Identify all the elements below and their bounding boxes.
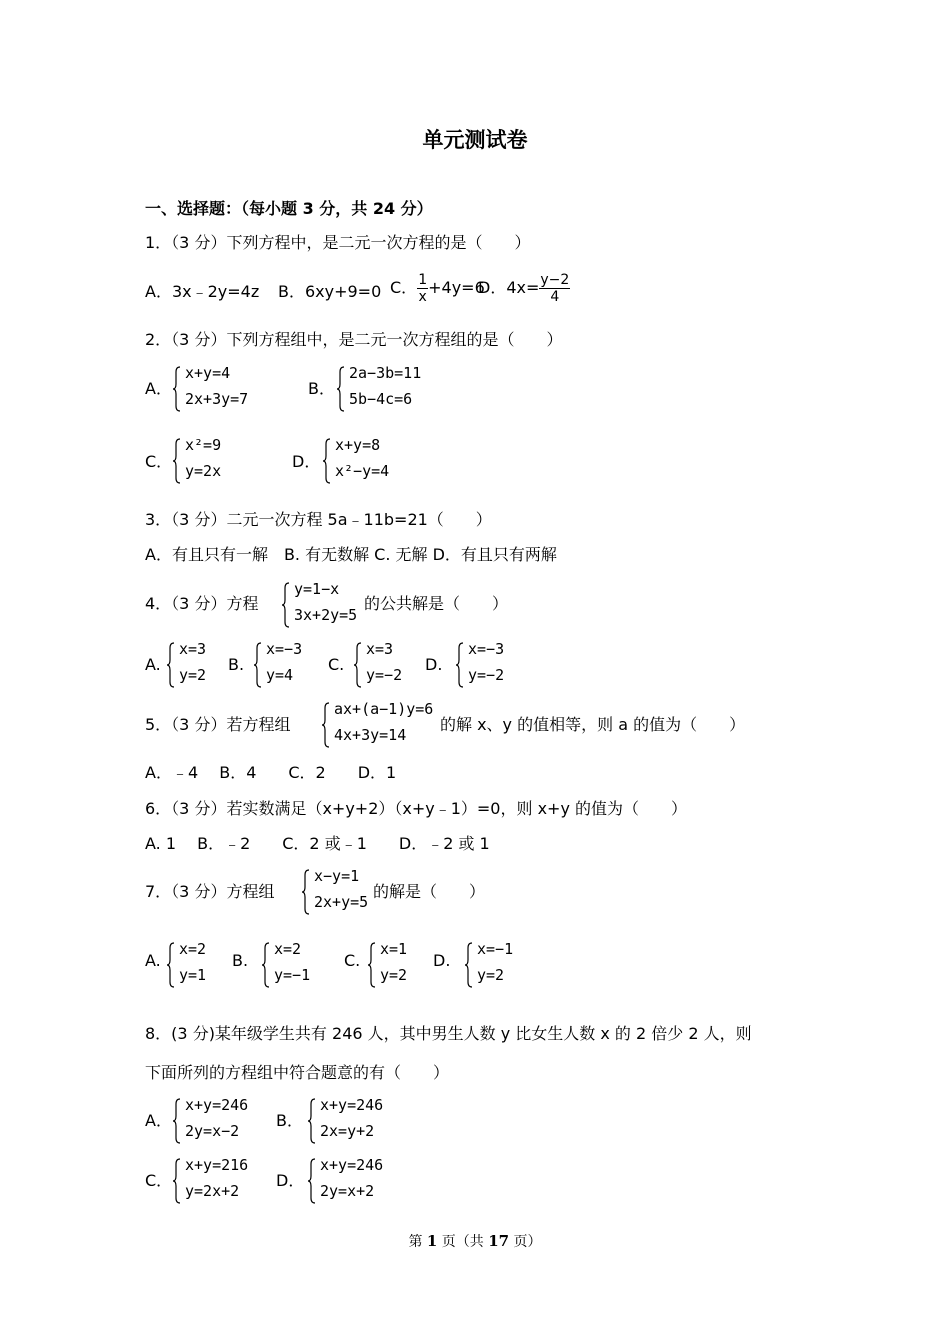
fraction-numerator: y−2: [540, 272, 570, 288]
equation-line: x+y=246: [320, 1096, 384, 1114]
question-7-option-d-label: D.: [433, 951, 451, 970]
equation-line: x=−1: [477, 940, 514, 958]
equation-line: x²−y=4: [335, 462, 390, 480]
equation-line: x=3: [179, 640, 207, 658]
page-title: 单元测试卷: [422, 128, 528, 152]
brace-icon: [173, 438, 181, 484]
equation-line: ax+(a−1)y=6: [334, 700, 434, 718]
equation-line: y=4: [266, 666, 294, 684]
fraction: [417, 272, 428, 305]
question-7-option-c-label: C.: [344, 951, 361, 970]
question-4-stem-post: 的公共解是（ ）: [364, 594, 509, 613]
question-8-option-d-label: D．: [276, 1171, 305, 1190]
question-3-options: A．有且只有一解 B. 有无数解 C. 无解 D．有且只有两解: [145, 545, 557, 564]
question-2-option-a-label: A．: [145, 379, 172, 398]
question-1-stem: 1．（3 分）下列方程中，是二元一次方程的是（ ）: [145, 233, 531, 252]
equation-line: 5b−4c=6: [349, 390, 413, 408]
equation-line: y=1−x: [294, 580, 340, 598]
equation-line: x+y=216: [185, 1156, 249, 1174]
brace-icon: [337, 366, 345, 412]
equation-line: x=−3: [266, 640, 303, 658]
equation-line: x+y=8: [335, 436, 381, 454]
question-2-option-c-label: C．: [145, 452, 173, 471]
equation-line: y=2: [477, 966, 505, 984]
brace-icon: [173, 1098, 181, 1144]
fraction: [539, 272, 570, 305]
equation-line: 2x+3y=7: [185, 390, 249, 408]
question-4-option-c-label: C.: [328, 655, 345, 674]
equation-line: 2y=x−2: [185, 1122, 240, 1140]
equation-line: x=2: [274, 940, 302, 958]
equation-line: x+y=246: [185, 1096, 249, 1114]
option-d-label: D．4x=: [478, 278, 540, 297]
equation-line: 3x+2y=5: [294, 606, 358, 624]
question-6-options: A. 1 B．﹣2 C．2 或﹣1 D．﹣2 或 1: [145, 834, 490, 853]
question-5-options: A．﹣4 B．4 C．2 D．1: [145, 763, 397, 782]
option-c-rest: +4y=6: [428, 278, 485, 297]
fraction-numerator: 1: [418, 272, 428, 288]
equation-line: y=−2: [468, 666, 505, 684]
question-4-option-a-label: A.: [145, 655, 161, 674]
equation-line: x+y=246: [320, 1156, 384, 1174]
equation-line: y=1: [179, 966, 207, 984]
footer-text: 第: [408, 1234, 427, 1250]
section-heading: 一、选择题：（每小题 3 分，共 24 分）: [145, 199, 433, 218]
equation-line: 2a−3b=11: [349, 364, 422, 382]
equation-line: x=−3: [468, 640, 505, 658]
equation-line: y=2x+2: [185, 1182, 240, 1200]
brace-icon: [456, 642, 464, 688]
equation-line: y=2x: [185, 462, 222, 480]
equation-line: y=−1: [274, 966, 311, 984]
question-5-stem-post: 的解 x、y 的值相等，则 a 的值为（ ）: [440, 715, 746, 734]
footer-text: 页）: [509, 1234, 542, 1250]
question-8-option-a-label: A．: [145, 1111, 172, 1130]
question-7-stem-pre: 7．（3 分）方程组: [145, 882, 275, 901]
question-3-stem: 3．（3 分）二元一次方程 5a﹣11b=21（ ）: [145, 510, 492, 529]
question-2-stem: 2．（3 分）下列方程组中，是二元一次方程组的是（ ）: [145, 330, 563, 349]
fraction-denominator: 4: [550, 289, 560, 305]
brace-icon: [354, 642, 362, 688]
brace-icon: [322, 702, 330, 748]
page-footer: [0, 1231, 950, 1251]
question-2-option-b-label: B．: [308, 379, 335, 398]
brace-icon: [254, 642, 262, 688]
equation-line: x=2: [179, 940, 207, 958]
question-8-option-c-label: C．: [145, 1171, 173, 1190]
brace-icon: [173, 1158, 181, 1204]
equation-line: x−y=1: [314, 867, 360, 885]
question-1-option-c: [390, 272, 485, 305]
fraction-denominator: x: [418, 289, 427, 305]
question-6-stem: 6．（3 分）若实数满足（x+y+2）（x+y﹣1）=0，则 x+y 的值为（ ）: [145, 799, 688, 818]
equation-line: y=2: [179, 666, 207, 684]
brace-icon: [323, 438, 331, 484]
equation-line: 4x+3y=14: [334, 726, 407, 744]
question-4-option-d-label: D.: [425, 655, 443, 674]
question-8-stem-line-2: 下面所列的方程组中符合题意的有（ ）: [145, 1063, 450, 1082]
footer-text: 页（共: [437, 1234, 489, 1250]
question-7-option-a-label: A.: [145, 951, 161, 970]
question-8-option-b-label: B．: [276, 1111, 303, 1130]
page-number: 1: [426, 1232, 438, 1250]
brace-icon: [167, 942, 175, 988]
question-1-option-d: [478, 272, 570, 305]
question-7-stem-post: 的解是（ ）: [373, 882, 486, 901]
question-5-stem-pre: 5．（3 分）若方程组: [145, 715, 291, 734]
question-7-option-b-label: B.: [232, 951, 249, 970]
equation-line: 2x+y=5: [314, 893, 369, 911]
equation-line: x+y=4: [185, 364, 231, 382]
question-4-option-b-label: B.: [228, 655, 245, 674]
brace-icon: [368, 942, 376, 988]
equation-line: y=−2: [366, 666, 403, 684]
question-1-option-a: A．3x﹣2y=4z: [145, 282, 260, 301]
equation-line: x=3: [366, 640, 394, 658]
question-8-stem-line-1: 8．(3 分)某年级学生共有 246 人，其中男生人数 y 比女生人数 x 的 2 倍少 2 人，则: [145, 1024, 752, 1043]
equation-line: y=2: [380, 966, 408, 984]
equation-line: 2x=y+2: [320, 1122, 375, 1140]
brace-icon: [167, 642, 175, 688]
brace-icon: [282, 582, 290, 628]
brace-icon: [308, 1098, 316, 1144]
question-1-option-b: B．6xy+9=0: [278, 282, 382, 301]
equation-line: x=1: [380, 940, 408, 958]
brace-icon: [302, 869, 310, 915]
equation-line: x²=9: [185, 436, 222, 454]
brace-icon: [465, 942, 473, 988]
question-2-option-d-label: D．: [292, 452, 321, 471]
brace-icon: [308, 1158, 316, 1204]
brace-icon: [262, 942, 270, 988]
equation-line: 2y=x+2: [320, 1182, 375, 1200]
total-pages: 17: [488, 1232, 510, 1250]
question-4-stem-pre: 4．（3 分）方程: [145, 594, 259, 613]
option-c-label: C．: [390, 278, 418, 297]
brace-icon: [173, 366, 181, 412]
